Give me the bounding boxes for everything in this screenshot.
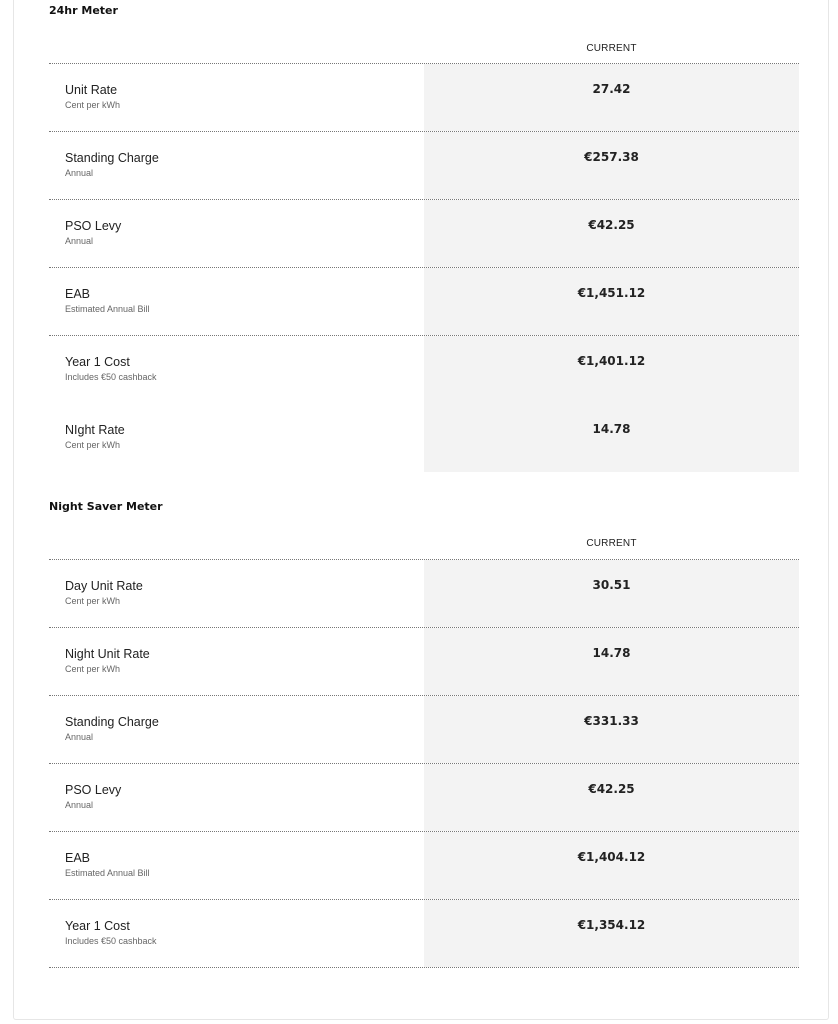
row-value: €1,451.12: [577, 286, 646, 300]
table-row: [49, 900, 799, 968]
row-label: NIght Rate: [65, 423, 125, 437]
label-cell: [49, 628, 424, 695]
row-label: Day Unit Rate: [65, 579, 143, 593]
row-value: 14.78: [592, 646, 631, 660]
row-sublabel: Annual: [65, 236, 94, 246]
row-label: EAB: [65, 851, 91, 865]
table-row: [49, 628, 799, 696]
value-cell: [424, 628, 799, 695]
row-sublabel: Cent per kWh: [65, 596, 121, 606]
table-row: [49, 336, 799, 404]
table-row: [49, 200, 799, 268]
row-label: PSO Levy: [65, 783, 122, 797]
section-title-24hr-meter: 24hr Meter: [49, 4, 118, 17]
label-cell: [49, 200, 424, 267]
label-cell: [49, 832, 424, 899]
row-label: Year 1 Cost: [65, 355, 130, 369]
value-cell: [424, 268, 799, 335]
row-sublabel: Cent per kWh: [65, 664, 121, 674]
value-cell: [424, 560, 799, 627]
row-sublabel: Cent per kWh: [65, 100, 121, 110]
table-row: [49, 268, 799, 336]
value-cell: [424, 900, 799, 967]
table-row: [49, 64, 799, 132]
row-sublabel: Annual: [65, 732, 94, 742]
column-header-current: CURRENT: [586, 538, 637, 549]
label-cell: [49, 560, 424, 627]
value-cell: [424, 404, 799, 472]
row-label: Year 1 Cost: [65, 919, 130, 933]
label-cell: [49, 268, 424, 335]
row-sublabel: Includes €50 cashback: [65, 372, 157, 382]
label-cell: [49, 132, 424, 199]
row-label: PSO Levy: [65, 219, 122, 233]
row-value: €42.25: [588, 218, 635, 232]
value-cell: [424, 64, 799, 131]
row-sublabel: Annual: [65, 168, 94, 178]
table-row: [49, 696, 799, 764]
table-row: [49, 764, 799, 832]
label-cell: [49, 900, 424, 967]
table-24hr-meter: [49, 63, 799, 472]
row-value: €42.25: [588, 782, 635, 796]
row-value: €1,401.12: [577, 354, 646, 368]
table-row: [49, 832, 799, 900]
value-cell: [424, 132, 799, 199]
row-value: 30.51: [592, 578, 631, 592]
row-sublabel: Includes €50 cashback: [65, 936, 157, 946]
value-cell: [424, 336, 799, 404]
table-night-saver-meter: [49, 559, 799, 968]
row-sublabel: Estimated Annual Bill: [65, 304, 150, 314]
row-sublabel: Estimated Annual Bill: [65, 868, 150, 878]
label-cell: [49, 764, 424, 831]
table-row: [49, 404, 799, 472]
row-label: Standing Charge: [65, 715, 159, 729]
label-cell: [49, 336, 424, 404]
section-title-night-saver-meter: Night Saver Meter: [49, 500, 163, 513]
label-cell: [49, 64, 424, 131]
label-cell: [49, 696, 424, 763]
column-header-current: CURRENT: [586, 43, 637, 54]
row-label: Standing Charge: [65, 151, 159, 165]
row-sublabel: Cent per kWh: [65, 440, 121, 450]
value-cell: [424, 200, 799, 267]
row-value: 27.42: [592, 82, 631, 96]
label-cell: [49, 404, 424, 472]
row-value: €1,404.12: [577, 850, 646, 864]
table-row: [49, 560, 799, 628]
row-label: EAB: [65, 287, 91, 301]
row-label: Night Unit Rate: [65, 647, 150, 661]
row-value: 14.78: [592, 422, 631, 436]
value-cell: [424, 696, 799, 763]
row-value: €1,354.12: [577, 918, 646, 932]
row-sublabel: Annual: [65, 800, 94, 810]
row-label: Unit Rate: [65, 83, 118, 97]
value-cell: [424, 832, 799, 899]
row-value: €331.33: [584, 714, 639, 728]
table-row: [49, 132, 799, 200]
value-cell: [424, 764, 799, 831]
row-value: €257.38: [584, 150, 639, 164]
